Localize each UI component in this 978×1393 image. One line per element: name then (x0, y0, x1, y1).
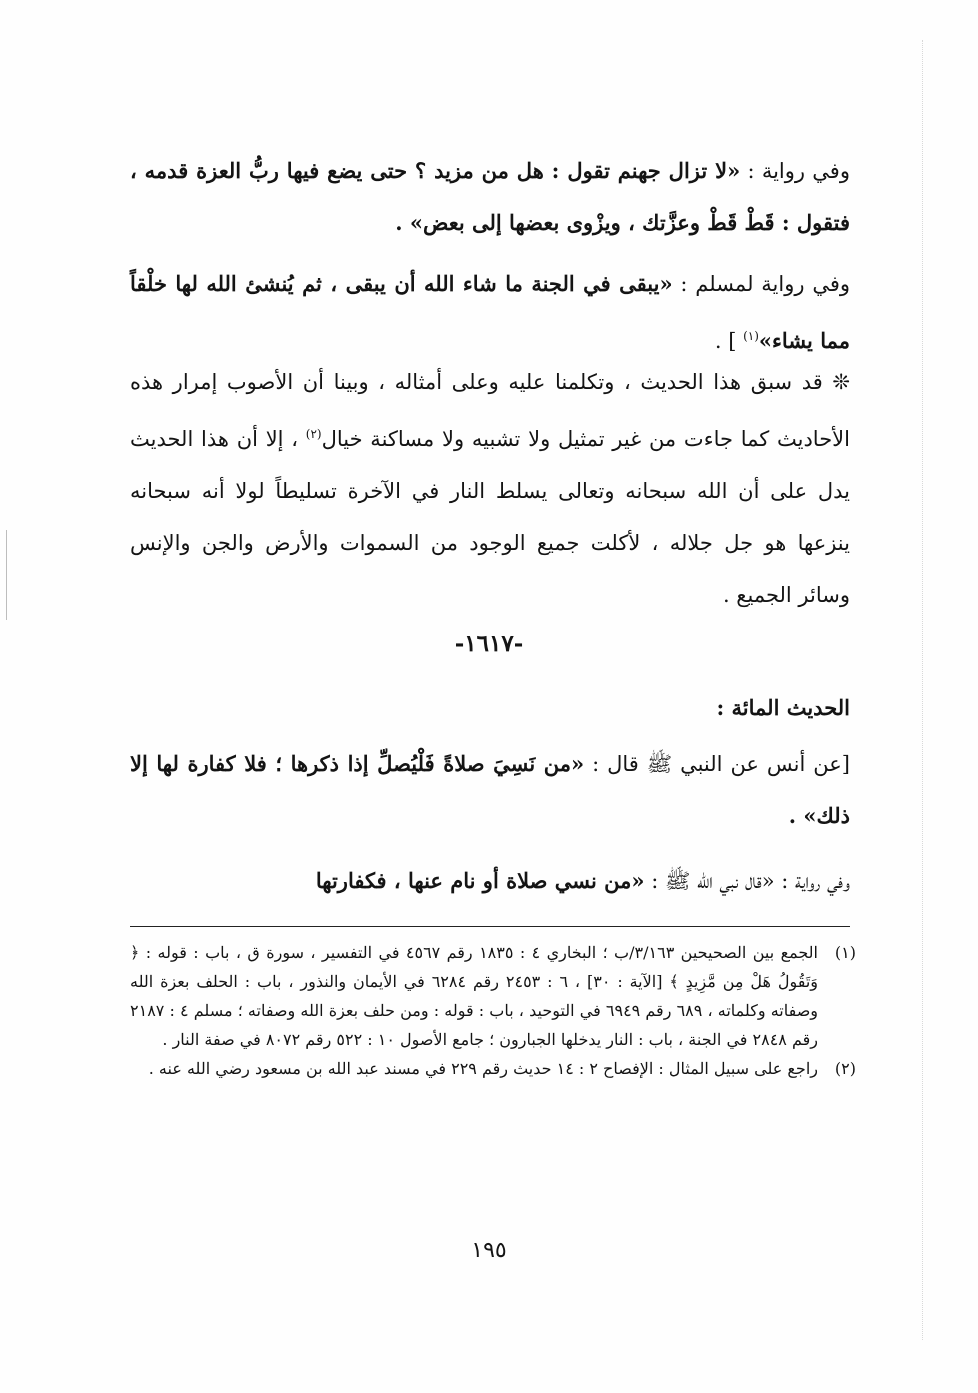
narration-intro: وفي رواية لمسلم : (672, 272, 850, 296)
footnote-number: (٢) (834, 1059, 856, 1078)
page-number: ١٩٥ (471, 1238, 507, 1263)
narration-intro: [عن أنس عن النبي ﷺ قال : (584, 752, 851, 776)
footnote-text: الجمع بين الصحيحين ٣/١٦٣/ب ؛ البخاري ٤ : ١٨٣٥ رقم ٤٥٦٧ في التفسير ، سورة ق ، باب : قوله : ﴿ وَتَقُولُ هَلْ مِن مَّزِيدٍ ﴾ [الآية : ٣٠] ، ٦ : ٢٤٥٣ رقم ٦٢٨٤ في الأيمان والنذور ، باب : الحلف بعزة الله وصفاته وكلماته ، ٦٨٩ رقم ٦٩٤٩ في التوحيد ، باب : قوله : ومن حلف بعزة الله وصفاته ؛ مسلم ٤ : ٢١٨٧ رقم ٢٨٤٨ في الجنة ، باب : النار يدخلها الجبارون ؛ جامع الأصول ١٠ : ٥٢٢ رقم ٨٠٧٢ في صفة النار . (130, 943, 819, 1049)
footnote-number: (١) (834, 943, 856, 962)
hadith-quote: «من نسي صلاة أو نام عنها ، فكفارتها (315, 868, 645, 893)
paragraph-narration-muslim (130, 258, 850, 367)
footnotes-list (130, 938, 856, 1083)
hadith-quote: «يبقى في الجنة ما شاء الله أن يبقى ، ثم يُنشئ الله لها خلْقاً مما يشاء» (130, 271, 850, 353)
paragraph-hadith-anas (130, 738, 850, 842)
footnote-divider (130, 926, 850, 927)
footnote-text: راجع على سبيل المثال : الإفصاح ٢ : ١٤ حديث رقم ٢٢٩ في مسند عبد الله بن مسعود رضي الله عنه . (148, 1059, 818, 1078)
narration-intro: وفي رواية : «قال نبي الله ﷺ : (644, 869, 850, 893)
paragraph-narration-2 (130, 855, 850, 907)
hadith-number: -١٦١٧- (454, 630, 524, 657)
footnote-item (130, 1054, 856, 1083)
footnote-ref-2: (٢) (305, 427, 322, 441)
paragraph-commentary (130, 356, 850, 621)
footnote-item (130, 938, 856, 1054)
hadith-quote: «لا تزال جهنم تقول : هل من مزيد ؟ حتى يضع فيها ربُّ العزة قدمه ، فتقول : قَطْ قَطْ وعزَّتك ، ويزْوى بعضها إلى بعض» . (130, 158, 850, 235)
closing-bracket: ] . (714, 329, 744, 353)
hadith-quote: «من نَسِيَ صلاةً فَلْيُصلِّ إذا ذكرها ؛ فلا كفارة لها إلا ذلك» . (130, 751, 850, 828)
footnote-ref-1: (١) (743, 329, 759, 343)
section-heading: الحديث المائة : (716, 695, 850, 720)
scan-gutter-mark (6, 530, 7, 620)
scan-edge-mark (921, 40, 923, 1340)
commentary-text-end: ، إلا أن هذا الحديث يدل على أن الله سبحانه وتعالى يسلط النار في الآخرة تسليطاً لولا أنه سبحانه ينزعها هو جل جلاله ، لأكلت جميع الوجود من السموات والأرض والجن والإنس وسائر الجميع . (130, 427, 850, 607)
narration-intro: وفي رواية : (740, 159, 850, 183)
paragraph-narration-1 (130, 145, 850, 249)
commentary-text-start: قد سبق هذا الحديث ، وتكلمنا عليه وعلى أمثاله ، وبينا أن الأصوب إمرار هذه الأحاديث كما جاءت من غير تمثيل ولا تشبيه ولا مساكنة خيال (130, 370, 850, 451)
commentary-star-icon: ❊ (832, 370, 850, 394)
